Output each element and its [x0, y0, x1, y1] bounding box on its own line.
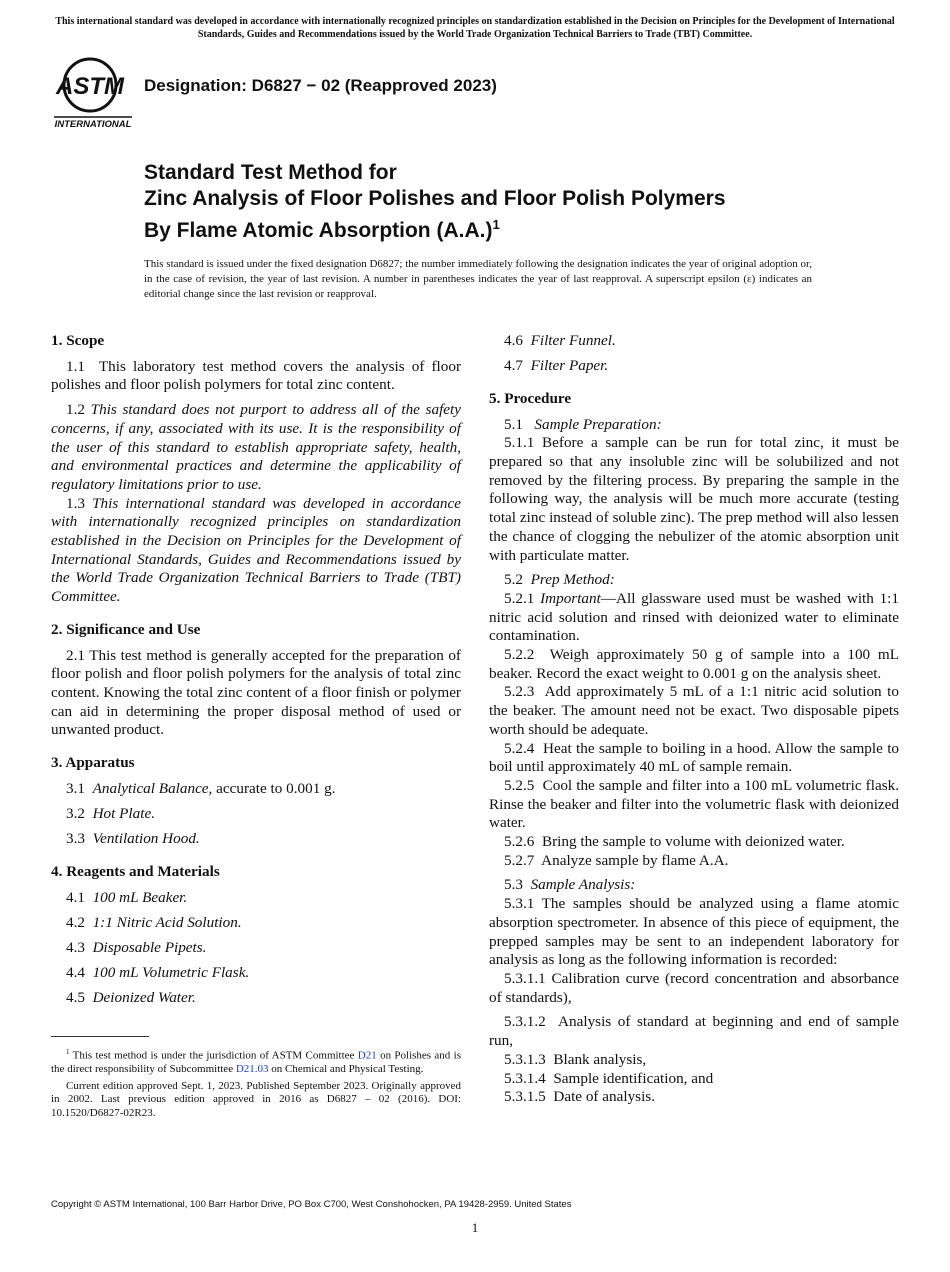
- designation: Designation: D6827 − 02 (Reapproved 2023): [144, 76, 497, 95]
- item-number: 4.4: [66, 964, 85, 982]
- paragraph-5-3: [489, 876, 899, 895]
- item-name: Disposable Pipets.: [92, 938, 207, 956]
- paragraph-5-1: [489, 416, 899, 435]
- paragraph-5-3-1-4: [489, 1070, 899, 1089]
- item-number: 4.5: [66, 989, 85, 1007]
- edition-note: Current edition approved Sept. 1, 2023. Published September 2023. Originally approved in 2002. Last previous edition approved in 2016 as D6827 – 02 (2016). DOI: 10.1520/D6827-02R23.: [51, 1079, 461, 1120]
- item-name: Hot Plate.: [92, 804, 156, 822]
- item-number: 4.6: [504, 332, 523, 349]
- title-line-2: Zinc Analysis of Floor Polishes and Floor Polish Polymers: [144, 187, 726, 210]
- paragraph-number: 5.2.6: [504, 833, 535, 851]
- paragraph-text: Date of analysis.: [553, 1088, 655, 1106]
- paragraph-number: 5.1.1: [504, 434, 535, 452]
- paragraph-text: Before a sample can be run for total zinc, it must be prepared so that any insoluble zinc will be solubilized and not removed by the filtering process. By preparing the sample in the following way, the analysis will be much more accurate (testing total zinc instead of soluble zinc). The prep method will also lessen the chance of clogging the nebulizer of the atomic absorption unit with particulate matter.: [489, 434, 900, 564]
- section-heading-scope: 1. Scope: [51, 332, 105, 349]
- paragraph-text: This test method is generally accepted for the preparation of floor polish and floor polish polymers for the analysis of total zinc content. Knowing the total zinc content of a floor finish or polymer can aid in determining the proper disposal method of used or unwanted product.: [51, 646, 461, 739]
- paragraph-text: Calibration curve (record concentration and absorbance of standards),: [489, 970, 899, 1006]
- item-name: Ventilation Hood.: [92, 830, 200, 848]
- item-number: 3.3: [66, 830, 85, 848]
- logo-text: ASTM: [56, 73, 124, 100]
- item-name: Filter Paper.: [530, 357, 609, 375]
- footnote-mark: 1: [66, 1048, 70, 1056]
- item-name: Filter Funnel.: [530, 332, 616, 349]
- standards-notice: This international standard was developed in accordance with internationally recognized principles on standardization established in the Decision on Principles for the Development of International Standards, Guides and Recommendations issued by the World Trade Organization Technical Barriers to Trade (TBT) Committee.: [55, 16, 895, 40]
- paragraph-text: This international standard was developed in accordance with internationally recognized principles on standardization established in the Decision on Principles for the Development of International Standards, Guides and Recommendations issued by the World Trade Organization Technical Barriers to Trade (TBT) Committee.: [51, 494, 462, 606]
- paragraph-text: Bring the sample to volume with deionized water.: [541, 833, 845, 851]
- subsection-title: Prep Method:: [530, 571, 615, 589]
- section-heading-reagents: 4. Reagents and Materials: [51, 862, 220, 880]
- paragraph-1-3: [51, 495, 461, 607]
- paragraph-text: Analysis of standard at beginning and end of sample run,: [489, 1013, 899, 1050]
- list-item: [489, 357, 899, 376]
- list-item: [51, 780, 461, 799]
- item-text: accurate to 0.001 g.: [212, 779, 336, 797]
- paragraph-number: 1.1: [66, 357, 85, 375]
- item-name: 100 mL Volumetric Flask.: [92, 964, 250, 982]
- list-item: [489, 332, 899, 351]
- list-item: [51, 830, 461, 849]
- item-number: 4.2: [66, 913, 85, 931]
- subsection-title: Sample Analysis:: [530, 876, 636, 894]
- list-item: [51, 964, 461, 983]
- paragraph-5-3-1-5: [489, 1088, 899, 1107]
- list-item: [51, 914, 461, 933]
- paragraph-1-1: [51, 358, 461, 395]
- paragraph-number: 5.2.1: [504, 589, 535, 607]
- item-name: Analytical Balance,: [92, 779, 213, 797]
- paragraph-number: 1.3: [66, 494, 85, 512]
- paragraph-text: This laboratory test method covers the analysis of floor polishes and floor polish polymers for total zinc content.: [51, 357, 461, 394]
- subcommittee-link[interactable]: D21.03: [235, 1063, 269, 1076]
- paragraph-5-2-1: [489, 590, 899, 646]
- item-number: 4.7: [504, 357, 523, 375]
- title-line-3: [144, 212, 844, 244]
- footnote-text: on Polishes and is the direct responsibility of Subcommittee: [51, 1049, 461, 1076]
- paragraph-5-2-7: [489, 852, 899, 871]
- paragraph-text: Blank analysis,: [553, 1050, 647, 1068]
- footnote-text: This test method is under the jurisdiction of ASTM Committee: [72, 1049, 358, 1062]
- paragraph-number: 2.1: [66, 646, 85, 664]
- paragraph-5-2-3: [489, 683, 899, 739]
- paragraph-text: The samples should be analyzed using a flame atomic absorption spectrometer. In absence of this piece of equipment, the prepped samples may be sent to an independent laboratory for analysis as long as the following information is recorded:: [489, 895, 899, 969]
- paragraph-5-3-1-3: [489, 1051, 899, 1070]
- paragraph-number: 5.3.1: [504, 895, 535, 913]
- paragraph-number: 5.3.1.1: [504, 970, 546, 987]
- title-line-3-text: By Flame Atomic Absorption (A.A.): [144, 219, 493, 242]
- paragraph-text: Sample identification, and: [553, 1069, 714, 1087]
- paragraph-5-2-2: [489, 646, 899, 683]
- section-heading-procedure: 5. Procedure: [489, 389, 572, 407]
- astm-logo: [52, 55, 136, 131]
- section-heading-apparatus: 3. Apparatus: [51, 754, 135, 772]
- right-column: [489, 332, 899, 1107]
- paragraph-text: Heat the sample to boiling in a hood. Allow the sample to boil until approximately 40 mL of sample remain.: [489, 739, 900, 776]
- paragraph-text: Cool the sample and filter into a 100 mL volumetric flask. Rinse the beaker and filter into the volumetric flask with deionized water.: [489, 776, 900, 832]
- title-footnote-mark: 1: [492, 217, 500, 232]
- left-column: [51, 332, 461, 1015]
- item-name: 1:1 Nitric Acid Solution.: [92, 913, 242, 931]
- important-label: Important: [540, 589, 601, 607]
- footnote-divider: [51, 1036, 149, 1037]
- paragraph-2-1: [51, 647, 461, 741]
- paragraph-1-2: [51, 401, 461, 495]
- paragraph-text: Weigh approximately 50 g of sample into a 100 mL beaker. Record the exact weight to 0.001 g on the analysis sheet.: [489, 646, 899, 682]
- paragraph-5-3-1-2: [489, 1013, 899, 1050]
- logo-subtext: INTERNATIONAL: [54, 119, 132, 130]
- paragraph-text: This standard does not purport to address all of the safety concerns, if any, associated with its use. It is the responsibility of the user of this standard to establish appropriate safety, health, and environmental practices and determine the applicability of regulatory limitations prior to use.: [51, 401, 462, 493]
- astm-logo-graphic: [52, 55, 136, 131]
- paragraph-number: 5.2.7: [504, 851, 535, 869]
- paragraph-text: Add approximately 5 mL of a 1:1 nitric acid solution to the beaker. The amount need not be exact. Two disposable pipets worth should be adequate.: [489, 683, 899, 738]
- issued-statement: This standard is issued under the fixed designation D6827; the number immediately following the designation indicates the year of original adoption or, in the case of revision, the year of last revision. A number in parentheses indicates the year of last reapproval. A superscript epsilon (ε) indicates an editorial change since the last revision or reapproval.: [144, 258, 812, 300]
- paragraph-number: 5.3.1.3: [504, 1050, 546, 1068]
- list-item: [51, 989, 461, 1008]
- paragraph-number: 5.3.1.4: [504, 1069, 546, 1087]
- paragraph-5-2-5: [489, 777, 899, 833]
- paragraph-5-1-1: [489, 434, 899, 565]
- paragraph-number: 1.2: [66, 401, 85, 419]
- item-name: 100 mL Beaker.: [92, 888, 188, 906]
- item-number: 4.3: [66, 938, 85, 956]
- paragraph-number: 5.3.1.5: [504, 1088, 546, 1106]
- footnote-1: [51, 1046, 461, 1077]
- paragraph-number: 5.2: [504, 571, 523, 589]
- list-item: [51, 939, 461, 958]
- subsection-title: Sample Preparation:: [534, 415, 662, 433]
- list-item: [51, 889, 461, 908]
- document-title: [144, 160, 844, 244]
- copyright: Copyright © ASTM International, 100 Barr Harbor Drive, PO Box C700, West Conshohocken, PA 19428-2959. United States: [51, 1199, 572, 1210]
- item-number: 3.1: [66, 779, 85, 797]
- paragraph-text: —All glassware used must be washed with 1:1 nitric acid solution and rinsed with deionized water to eliminate contamination.: [489, 589, 899, 645]
- page-number: 1: [471, 1220, 479, 1235]
- paragraph-number: 5.1: [504, 415, 523, 433]
- paragraph-5-2: [489, 571, 899, 590]
- footnotes: [51, 1046, 461, 1124]
- paragraph-5-2-4: [489, 740, 899, 777]
- section-heading-significance: 2. Significance and Use: [51, 620, 201, 638]
- title-line-1: Standard Test Method for: [144, 161, 397, 184]
- paragraph-5-3-1: [489, 895, 899, 970]
- item-name: Deionized Water.: [92, 989, 196, 1007]
- item-number: 4.1: [66, 888, 85, 906]
- paragraph-number: 5.2.2: [504, 646, 535, 664]
- item-number: 3.2: [66, 804, 85, 822]
- list-item: [51, 805, 461, 824]
- paragraph-text: Analyze sample by flame A.A.: [541, 851, 729, 869]
- paragraph-5-2-6: [489, 833, 899, 852]
- paragraph-5-3-1-1: [489, 970, 899, 1007]
- paragraph-number: 5.3: [504, 876, 523, 894]
- committee-link[interactable]: D21: [357, 1049, 377, 1062]
- footnote-text: on Chemical and Physical Testing.: [268, 1063, 424, 1076]
- paragraph-number: 5.2.4: [504, 739, 535, 757]
- paragraph-number: 5.3.1.2: [504, 1013, 546, 1031]
- paragraph-number: 5.2.5: [504, 776, 535, 794]
- paragraph-number: 5.2.3: [504, 683, 535, 701]
